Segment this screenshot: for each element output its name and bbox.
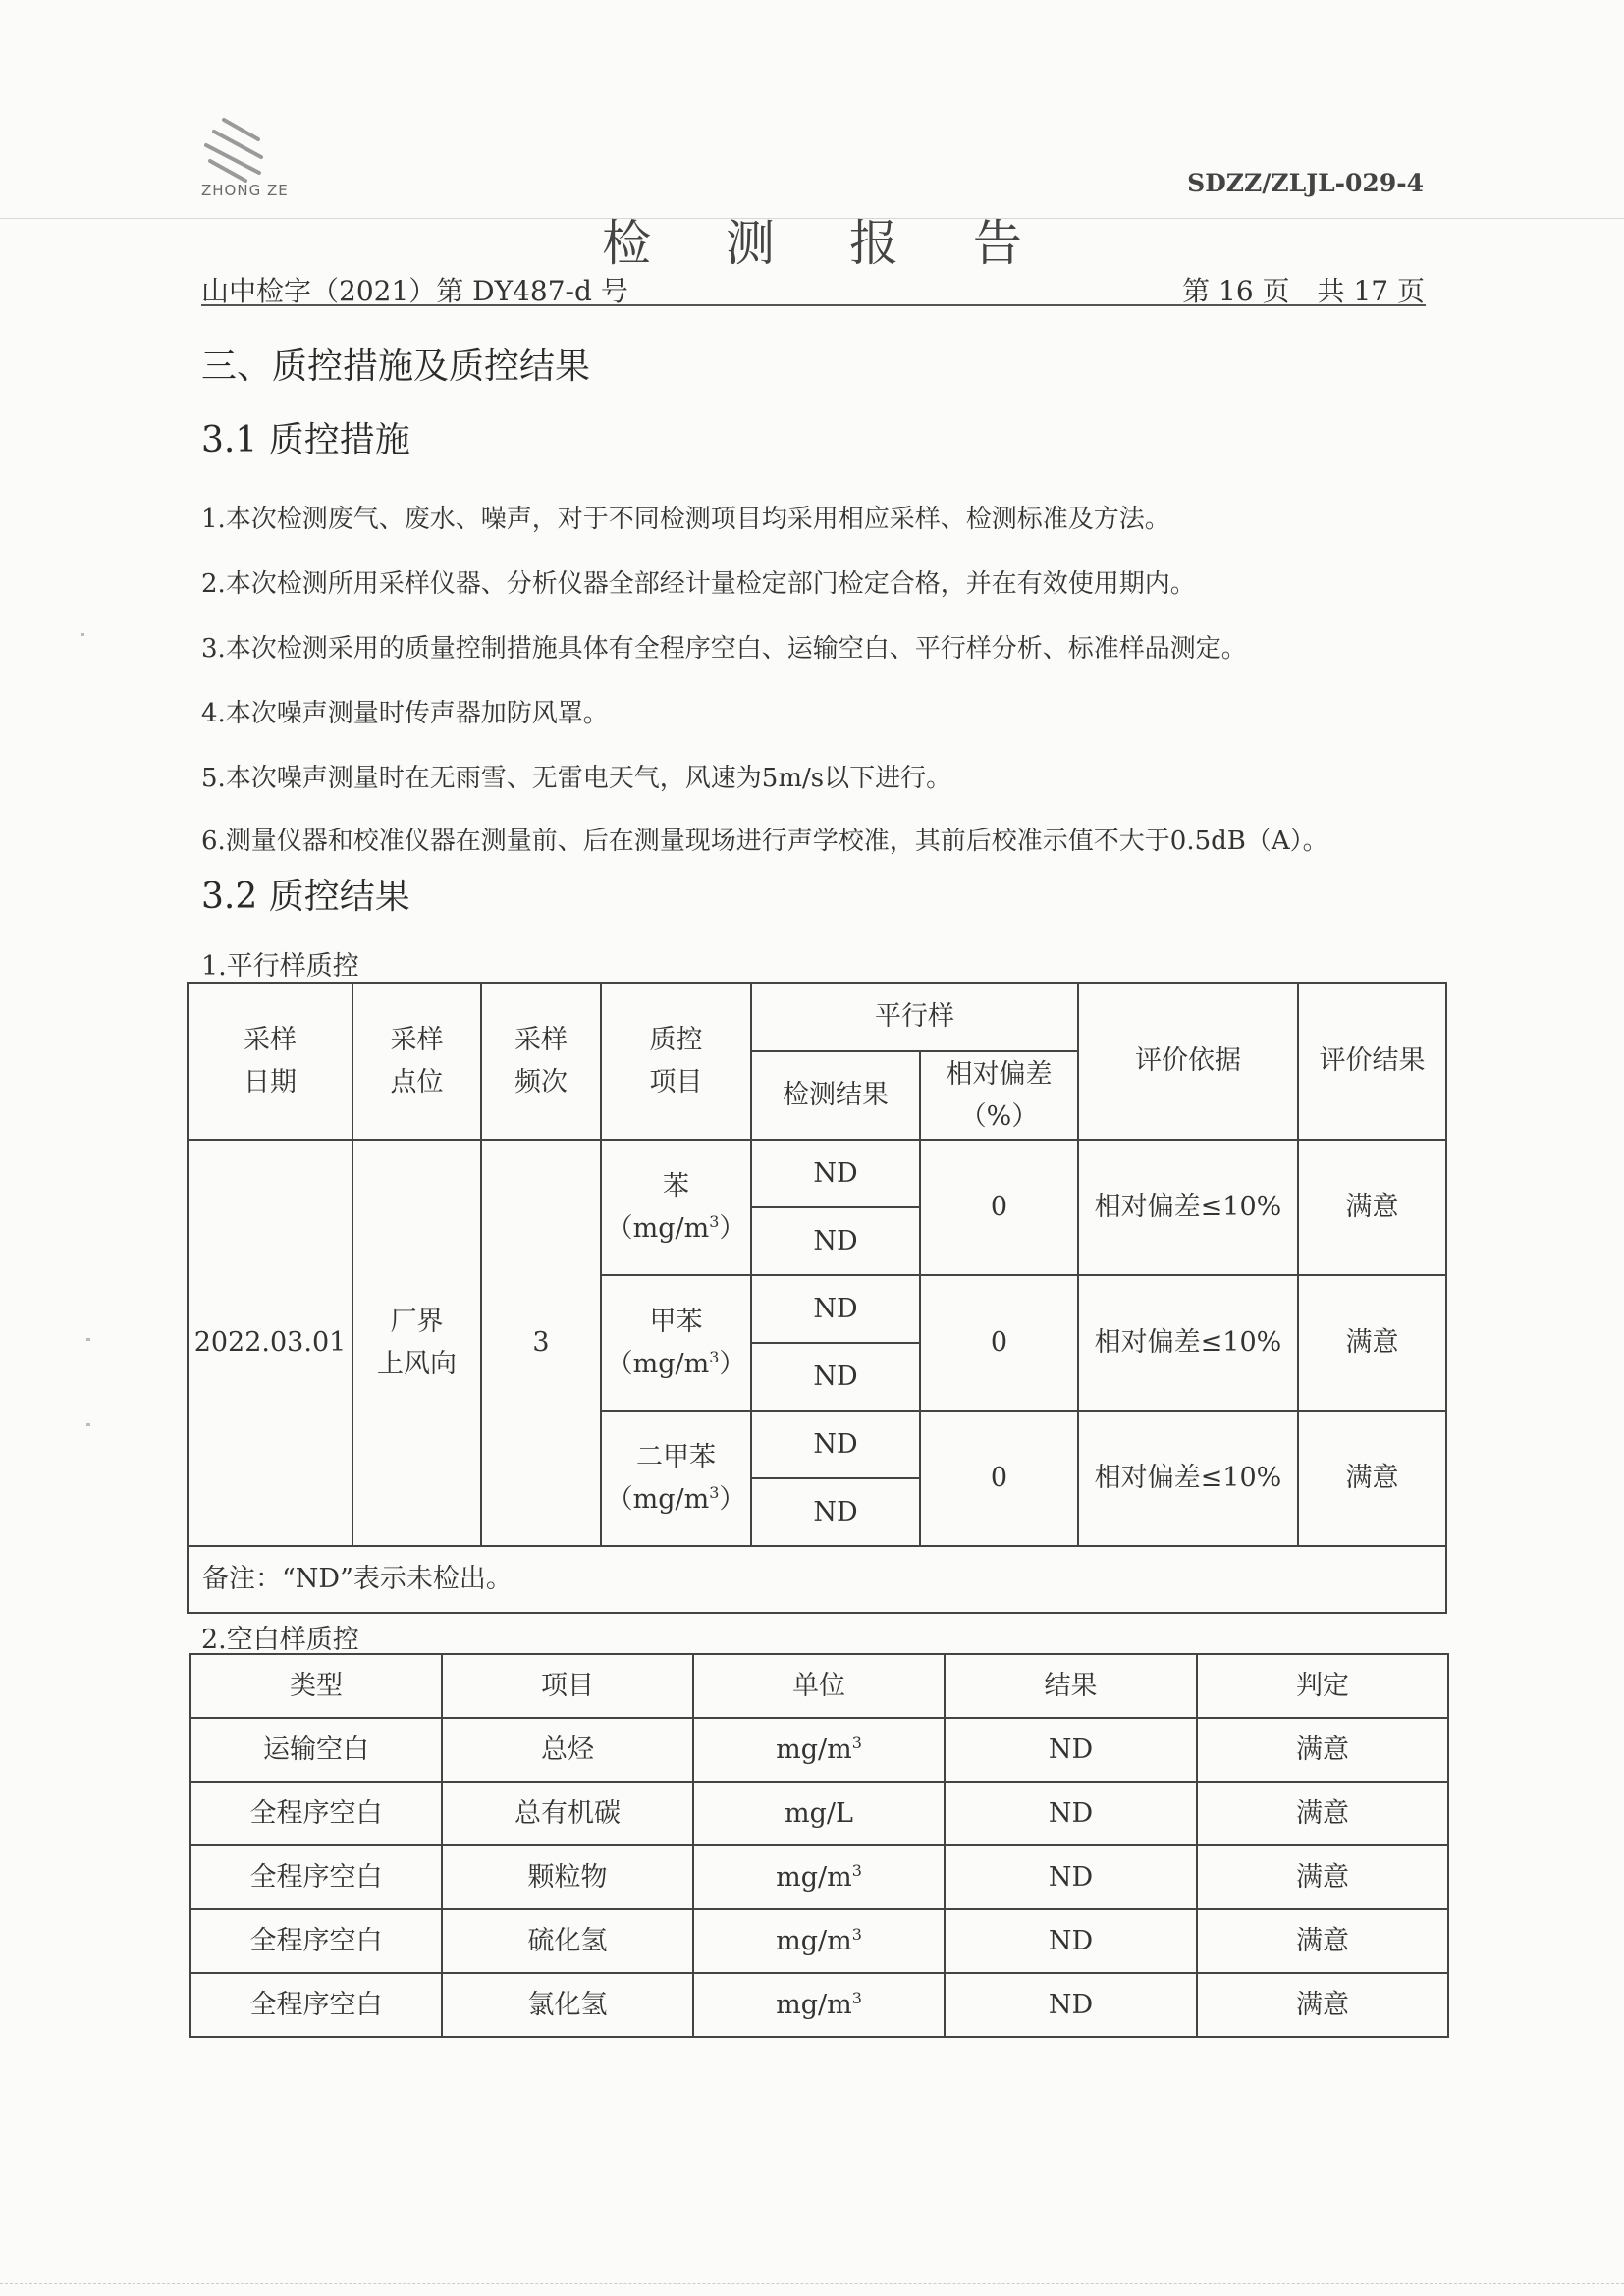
deviation-cell: 0	[920, 1411, 1078, 1546]
header-item: 项目	[442, 1654, 693, 1718]
document-code: SDZZ/ZLJL-029-4	[1187, 169, 1424, 197]
type-cell: 全程序空白	[190, 1973, 442, 2037]
paragraph: 6.测量仪器和校准仪器在测量前、后在测量现场进行声学校准，其前后校准示值不大于0.5dB（A）。	[201, 827, 1328, 856]
type-cell: 运输空白	[190, 1718, 442, 1782]
result-cell: ND	[751, 1140, 920, 1207]
deviation-cell: 0	[920, 1140, 1078, 1275]
item-cell: 总有机碳	[442, 1782, 693, 1845]
unit-cell: $mg/m^3$	[693, 1973, 945, 2037]
result-cell: ND	[751, 1343, 920, 1411]
sampling-point-cell: 厂界 上风向	[352, 1140, 481, 1546]
basis-cell: 相对偏差≤10%	[1078, 1140, 1298, 1275]
paragraph: 3.本次检测采用的质量控制措施具体有全程序空白、运输空白、平行样分析、标准样品测定。	[201, 634, 1247, 664]
result-cell: ND	[945, 1718, 1197, 1782]
unit-cell: $mg/m^3$	[693, 1909, 945, 1973]
evaluation-cell: 满意	[1298, 1411, 1446, 1546]
scan-mark	[86, 1338, 90, 1341]
judgement-cell: 满意	[1197, 1782, 1448, 1845]
item-cell: 氯化氢	[442, 1973, 693, 2037]
header-type: 类型	[190, 1654, 442, 1718]
qc-item-cell: 甲苯 $(mg/m^3)$	[601, 1275, 751, 1411]
judgement-cell: 满意	[1197, 1909, 1448, 1973]
item-cell: 总烃	[442, 1718, 693, 1782]
parallel-sample-table	[187, 982, 1447, 1614]
result-cell: ND	[945, 1782, 1197, 1845]
judgement-cell: 满意	[1197, 1718, 1448, 1782]
header-evaluation-result: 评价结果	[1298, 983, 1446, 1140]
unit-cell: $mg/m^3$	[693, 1718, 945, 1782]
table-row	[188, 1140, 1446, 1207]
evaluation-cell: 满意	[1298, 1140, 1446, 1275]
table-row	[190, 1845, 1448, 1909]
bottom-scan-edge	[0, 2283, 1624, 2284]
header-sampling-point: 采样 点位	[352, 983, 481, 1140]
item-cell: 硫化氢	[442, 1909, 693, 1973]
header-test-result: 检测结果	[751, 1051, 920, 1140]
header-parallel-sample: 平行样	[751, 983, 1078, 1051]
result-cell: ND	[751, 1411, 920, 1478]
type-cell: 全程序空白	[190, 1845, 442, 1909]
header-qc-item: 质控 项目	[601, 983, 751, 1140]
basis-cell: 相对偏差≤10%	[1078, 1411, 1298, 1546]
sampling-date-cell: 2022.03.01	[188, 1140, 352, 1546]
report-title: 检 测 报 告	[602, 215, 1052, 272]
result-cell: ND	[945, 1845, 1197, 1909]
result-cell: ND	[751, 1275, 920, 1343]
table-row	[190, 1782, 1448, 1845]
table-note: 备注：“ND”表示未检出。	[188, 1546, 1446, 1613]
evaluation-cell: 满意	[1298, 1275, 1446, 1411]
header-sampling-frequency: 采样 频次	[481, 983, 601, 1140]
result-cell: ND	[751, 1478, 920, 1546]
report-number: 山中检字（2021）第 DY487-d 号	[201, 275, 628, 307]
logo-text: ZHONG ZE	[201, 182, 289, 199]
header-judgement: 判定	[1197, 1654, 1448, 1718]
section-title: 三、质控措施及质控结果	[201, 347, 591, 387]
result-cell: ND	[751, 1207, 920, 1275]
header-sampling-date: 采样 日期	[188, 983, 352, 1140]
judgement-cell: 满意	[1197, 1973, 1448, 2037]
header-relative-deviation: 相对偏差 （%）	[920, 1051, 1078, 1140]
qc-item-cell: 二甲苯 $(mg/m^3)$	[601, 1411, 751, 1546]
item-cell: 颗粒物	[442, 1845, 693, 1909]
paragraph: 2.本次检测所用采样仪器、分析仪器全部经计量检定部门检定合格，并在有效使用期内。	[201, 569, 1196, 599]
header-evaluation-basis: 评价依据	[1078, 983, 1298, 1140]
result-cell: ND	[945, 1909, 1197, 1973]
header-unit: 单位	[693, 1654, 945, 1718]
result-cell: ND	[945, 1973, 1197, 2037]
table-row	[190, 1909, 1448, 1973]
header-divider	[201, 304, 1426, 306]
paragraph: 1.本次检测废气、废水、噪声，对于不同检测项目均采用相应采样、检测标准及方法。	[201, 505, 1170, 534]
table-caption-parallel: 1.平行样质控	[201, 951, 359, 982]
table-row	[190, 1718, 1448, 1782]
deviation-cell: 0	[920, 1275, 1078, 1411]
table-row	[190, 1973, 1448, 2037]
type-cell: 全程序空白	[190, 1909, 442, 1973]
unit-cell: $mg/m^3$	[693, 1845, 945, 1909]
judgement-cell: 满意	[1197, 1845, 1448, 1909]
unit-cell: mg/L	[693, 1782, 945, 1845]
scan-mark	[81, 633, 84, 636]
paragraph: 5.本次噪声测量时在无雨雪、无雷电天气，风速为5m/s以下进行。	[201, 764, 952, 793]
blank-sample-table	[189, 1653, 1449, 2038]
table-caption-blank: 2.空白样质控	[201, 1625, 359, 1655]
page-number: 第 16 页 共 17 页	[1182, 275, 1425, 307]
qc-item-cell: 苯 $(mg/m^3)$	[601, 1140, 751, 1275]
basis-cell: 相对偏差≤10%	[1078, 1275, 1298, 1411]
sampling-frequency-cell: 3	[481, 1140, 601, 1546]
subsection-title-measures: 3.1 质控措施	[201, 420, 410, 460]
subsection-title-results: 3.2 质控结果	[201, 877, 410, 917]
header-result: 结果	[945, 1654, 1197, 1718]
type-cell: 全程序空白	[190, 1782, 442, 1845]
scan-mark	[86, 1423, 90, 1426]
paragraph: 4.本次噪声测量时传声器加防风罩。	[201, 699, 609, 728]
